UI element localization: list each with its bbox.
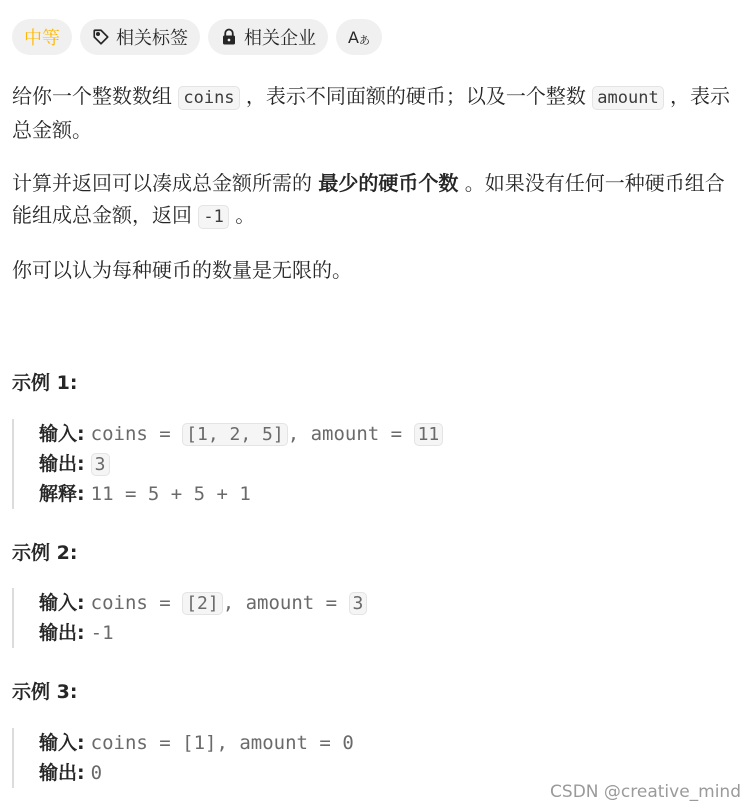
input-text: , amount = <box>287 423 414 445</box>
input-text: coins = <box>90 423 183 445</box>
example-output-line <box>39 449 443 479</box>
related-companies-label: 相关企业 <box>244 28 316 49</box>
example-input-line <box>39 419 443 449</box>
output-label: 输出: <box>39 453 85 475</box>
input-text: coins = <box>90 592 183 614</box>
example-2-title: 示例 2: <box>12 542 78 564</box>
description-paragraph-3: 你可以认为每种硬币的数量是无限的。 <box>12 258 352 282</box>
input-label: 输入: <box>39 592 85 614</box>
output-label: 输出: <box>39 622 85 644</box>
output-value: 0 <box>90 762 103 784</box>
related-tags-button[interactable] <box>80 19 200 55</box>
description-text: 。如果没有任何一种硬币组合能组成总金额，返回 <box>12 171 725 227</box>
description-text: ，表示不同面额的硬币；以及一个整数 <box>239 84 593 108</box>
coins-value: [2] <box>182 592 223 615</box>
output-value: -1 <box>90 622 114 644</box>
example-explain-line <box>39 479 443 509</box>
example-input-line <box>39 728 354 758</box>
explain-label: 解释: <box>39 483 85 505</box>
difficulty-label: 中等 <box>24 28 60 49</box>
code-amount: amount <box>592 86 663 110</box>
input-text: coins = [1], amount = 0 <box>90 732 354 754</box>
example-3-block <box>12 728 354 788</box>
translate-button[interactable] <box>336 19 382 55</box>
difficulty-badge[interactable] <box>12 19 72 55</box>
svg-text:あ: あ <box>359 34 370 46</box>
svg-text:A: A <box>348 28 359 46</box>
description-paragraph-1 <box>12 80 742 146</box>
code-minus-one: -1 <box>198 205 228 229</box>
example-input-line <box>39 588 367 618</box>
code-coins: coins <box>178 86 239 110</box>
amount-value: 11 <box>414 423 444 446</box>
explain-text: 11 = 5 + 5 + 1 <box>90 483 251 505</box>
output-label: 输出: <box>39 762 85 784</box>
tag-icon <box>92 28 110 46</box>
description-text: 。 <box>228 203 256 227</box>
description-text: ，表示总金额。 <box>12 84 731 142</box>
translate-icon <box>348 28 370 46</box>
example-1-block <box>12 419 443 509</box>
watermark: CSDN @creative_mind <box>550 782 741 802</box>
example-3-title: 示例 3: <box>12 681 78 703</box>
example-output-line <box>39 618 367 648</box>
input-text: , amount = <box>222 592 349 614</box>
description-text: 计算并返回可以凑成总金额所需的 <box>12 171 319 195</box>
related-companies-button[interactable] <box>208 19 328 55</box>
description-paragraph-2 <box>12 167 742 233</box>
bold-emphasis: 最少的硬币个数 <box>318 171 459 195</box>
example-output-line <box>39 758 354 788</box>
example-1-title: 示例 1: <box>12 372 78 394</box>
example-2-block <box>12 588 367 648</box>
lock-icon <box>220 28 238 46</box>
description-text: 给你一个整数数组 <box>12 84 179 108</box>
input-label: 输入: <box>39 732 85 754</box>
amount-value: 3 <box>349 592 368 615</box>
related-tags-label: 相关标签 <box>116 28 188 49</box>
tag-row <box>12 19 382 55</box>
coins-value: [1, 2, 5] <box>182 423 288 446</box>
output-value: 3 <box>91 453 110 476</box>
input-label: 输入: <box>39 423 85 445</box>
